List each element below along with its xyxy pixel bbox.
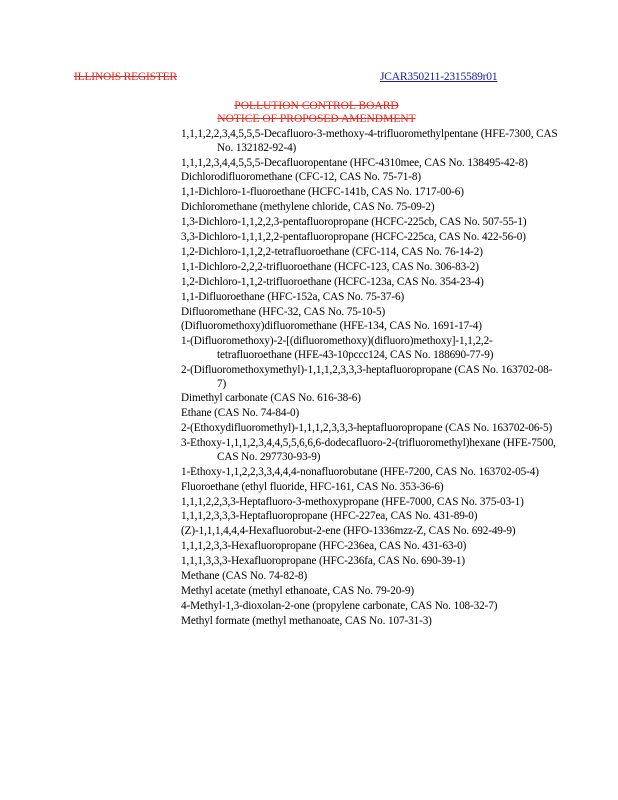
list-item: Dichlorodifluoromethane (CFC-12, CAS No. 75-71-8) <box>181 171 421 184</box>
list-item: 1,1-Dichloro-1-fluoroethane (HCFC-141b, CAS No. 1717-00-6) <box>181 186 464 199</box>
list-item: 3,3-Dichloro-1,1,1,2,2-pentafluoropropane (HCFC-225ca, CAS No. 422-56-0) <box>181 231 526 244</box>
list-item: 1,1,1,3,3,3-Hexafluoropropane (HFC-236fa, CAS No. 690-39-1) <box>181 555 465 568</box>
list-item: 1-Ethoxy-1,1,2,2,3,3,4,4,4-nonafluorobutane (HFE-7200, CAS No. 163702-05-4) <box>181 465 539 478</box>
list-item: 1,1,1,2,3,3-Hexafluoropropane (HFC-236ea, CAS No. 431-63-0) <box>181 540 467 553</box>
list-item: Methyl acetate (methyl ethanoate, CAS No. 79-20-9) <box>181 584 414 597</box>
list-item: 1-(Difluoromethoxy)-2-[(difluoromethoxy)(difluoro)methoxy]-1,1,2,2-tetrafluoroethane (HFE-43-10pccc124, CAS No. 188690-77-9) <box>181 335 494 361</box>
agency-heading: POLLUTION CONTROL BOARD <box>234 100 399 112</box>
list-item: 3-Ethoxy-1,1,1,2,3,4,4,5,5,6,6,6-dodecafluoro-2-(trifluoromethyl)hexane (HFE-7500, CAS No. 297730-93-9) <box>181 437 556 463</box>
list-item: Methyl formate (methyl methanoate, CAS No. 107-31-3) <box>181 614 432 627</box>
list-item: 1,3-Dichloro-1,1,2,2,3-pentafluoropropane (HCFC-225cb, CAS No. 507-55-1) <box>181 216 527 229</box>
list-item: 2-(Difluoromethoxymethyl)-1,1,1,2,3,3,3-heptafluoropropane (CAS No. 163702-08-7) <box>181 363 553 390</box>
list-item: 1,1,1,2,3,4,4,5,5,5-Decafluoropentane (HFC-4310mee, CAS No. 138495-42-8) <box>181 156 528 169</box>
document-id-link[interactable]: JCAR350211-2315589r01 <box>380 71 498 83</box>
register-title: ILLINOIS REGISTER <box>74 71 177 83</box>
compound-list <box>181 128 561 630</box>
list-item: 1,1,1,2,2,3,3-Heptafluoro-3-methoxypropane (HFE-7000, CAS No. 375-03-1) <box>181 495 524 508</box>
list-item: 1,1,1,2,3,3,3-Heptafluoropropane (HFC-227ea, CAS No. 431-89-0) <box>181 510 478 523</box>
list-item: Fluoroethane (ethyl fluoride, HFC-161, CAS No. 353-36-6) <box>181 480 444 493</box>
list-item: Ethane (CAS No. 74-84-0) <box>181 407 300 420</box>
list-item: 1,1-Difluoroethane (HFC-152a, CAS No. 75-37-6) <box>181 290 405 303</box>
list-item: Methane (CAS No. 74-82-8) <box>181 569 308 582</box>
list-item: 4-Methyl-1,3-dioxolan-2-one (propylene carbonate, CAS No. 108-32-7) <box>181 599 498 612</box>
list-item: (Difluoromethoxy)difluoromethane (HFE-134, CAS No. 1691-17-4) <box>181 320 482 333</box>
list-item: 1,2-Dichloro-1,1,2-trifluoroethane (HCFC-123a, CAS No. 354-23-4) <box>181 275 484 288</box>
list-item: Difluoromethane (HFC-32, CAS No. 75-10-5) <box>181 305 386 318</box>
list-item: 2-(Ethoxydifluoromethyl)-1,1,1,2,3,3,3-heptafluoropropane (CAS No. 163702-06-5) <box>181 422 553 435</box>
list-item: (Z)-1,1,1,4,4,4-Hexafluorobut-2-ene (HFO-1336mzz-Z, CAS No. 692-49-9) <box>181 525 516 538</box>
list-item: Dichloromethane (methylene chloride, CAS No. 75-09-2) <box>181 201 435 214</box>
list-item: Dimethyl carbonate (CAS No. 616-38-6) <box>181 392 361 405</box>
list-item: 1,1-Dichloro-2,2,2-trifluoroethane (HCFC-123, CAS No. 306-83-2) <box>181 260 479 273</box>
list-item: 1,2-Dichloro-1,1,2,2-tetrafluoroethane (CFC-114, CAS No. 76-14-2) <box>181 245 483 258</box>
list-item: 1,1,1,2,2,3,4,5,5,5-Decafluoro-3-methoxy-4-trifluoromethylpentane (HFE-7300, CAS No. 132182-92-4) <box>181 128 558 154</box>
notice-heading: NOTICE OF PROPOSED AMENDMENT <box>217 113 416 125</box>
